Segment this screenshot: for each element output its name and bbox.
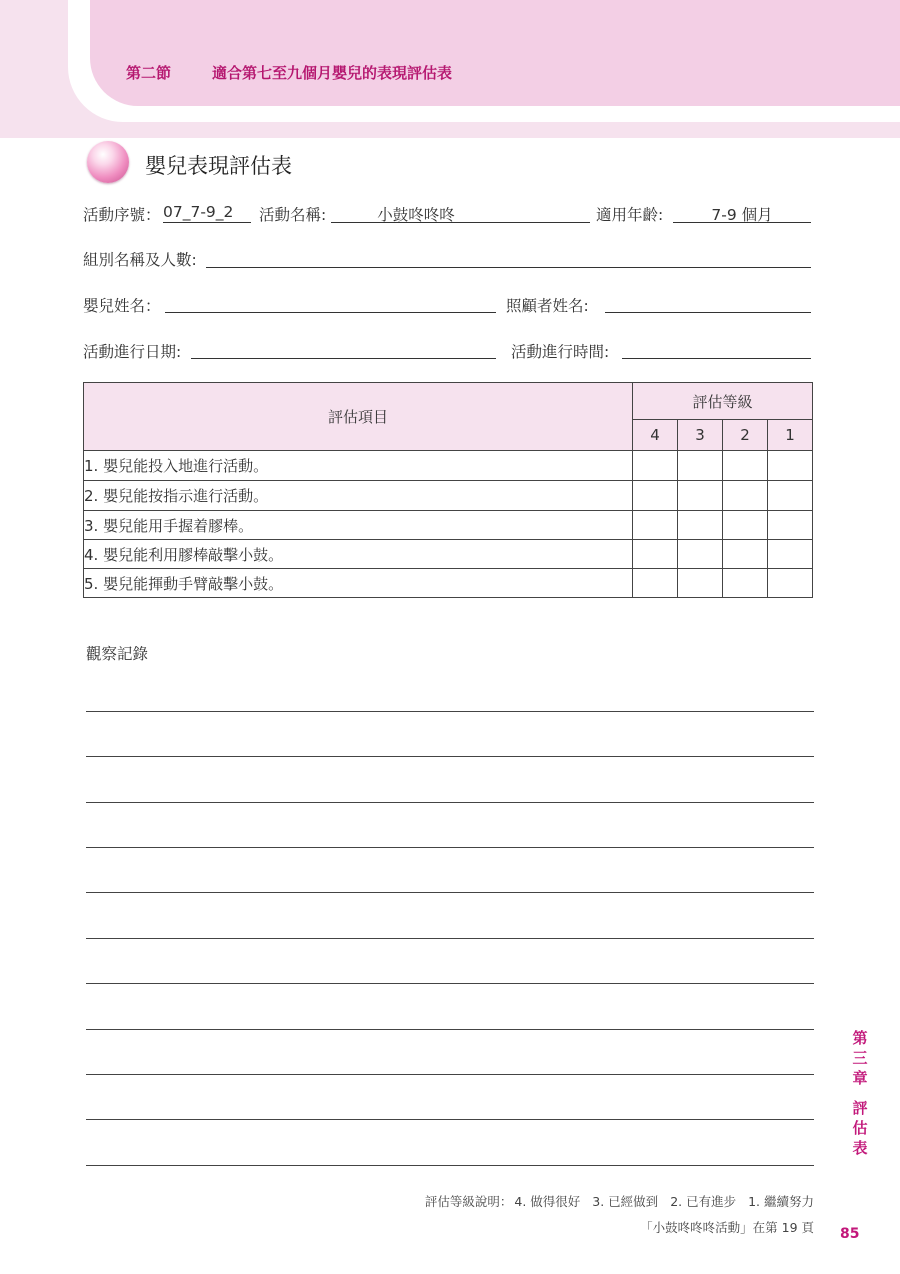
grade-cell[interactable] (678, 540, 723, 569)
grade-cell[interactable] (768, 451, 813, 481)
age-label: 適用年齡: (596, 206, 664, 224)
chapter-char: 三 (852, 1049, 868, 1067)
observation-line[interactable] (86, 1165, 814, 1166)
table-row (84, 511, 813, 540)
grade-cell[interactable] (633, 540, 678, 569)
chapter-char: 第 (852, 1029, 868, 1047)
table-row (84, 481, 813, 511)
chapter-name-char: 評 (852, 1099, 868, 1117)
observation-line[interactable] (86, 847, 814, 848)
legend-entry: 2. 已有進步 (670, 1194, 737, 1209)
chapter-name-char: 估 (852, 1119, 868, 1137)
baby-name-label: 嬰兒姓名： (83, 297, 161, 315)
grade-cell[interactable] (768, 481, 813, 511)
grade-cell[interactable] (723, 569, 768, 598)
observation-line[interactable] (86, 938, 814, 939)
observation-line[interactable] (86, 802, 814, 803)
grade-cell[interactable] (723, 511, 768, 540)
date-label: 活動進行日期: (83, 343, 182, 361)
grade-3-header: 3 (678, 420, 723, 451)
grade-cell[interactable] (633, 451, 678, 481)
activity-name-value[interactable]: 小鼓咚咚咚 (377, 206, 455, 224)
age-value[interactable]: 7-9 個月 (711, 206, 773, 224)
observation-line[interactable] (86, 983, 814, 984)
grade-4-header: 4 (633, 420, 678, 451)
grade-header: 評估等級 (633, 383, 813, 420)
item-text: 2. 嬰兒能按指示進行活動。 (84, 481, 633, 511)
section-number: 第二節 (126, 64, 172, 82)
evaluation-table (83, 382, 813, 598)
carer-name-field[interactable] (605, 312, 811, 313)
table-row (84, 451, 813, 481)
grade-cell[interactable] (768, 569, 813, 598)
table-row (84, 569, 813, 598)
grade-legend (425, 1192, 814, 1210)
item-header: 評估項目 (84, 383, 633, 451)
chapter-name-char: 表 (852, 1139, 868, 1157)
form-title: 嬰兒表現評估表 (145, 154, 292, 178)
chapter-name-tab (848, 1098, 872, 1158)
activity-name-label: 活動名稱: (259, 206, 327, 224)
item-text: 1. 嬰兒能投入地進行活動。 (84, 451, 633, 481)
time-field[interactable] (622, 358, 811, 359)
legend-entry: 1. 繼續努力 (748, 1194, 814, 1209)
observation-line[interactable] (86, 1074, 814, 1075)
group-label: 組別名稱及人數: (83, 251, 197, 269)
group-field[interactable] (206, 267, 811, 268)
legend-entry: 3. 已經做到 (592, 1194, 659, 1209)
carer-name-label: 照顧者姓名: (506, 297, 589, 315)
item-text: 3. 嬰兒能用手握着膠棒。 (84, 511, 633, 540)
grade-cell[interactable] (633, 569, 678, 598)
observation-line[interactable] (86, 1029, 814, 1030)
grade-1-header: 1 (768, 420, 813, 451)
chapter-tab (848, 1028, 872, 1088)
date-field[interactable] (191, 358, 496, 359)
activity-no-label: 活動序號： (83, 206, 161, 224)
grade-cell[interactable] (723, 451, 768, 481)
item-text: 5. 嬰兒能揮動手臂敲擊小鼓。 (84, 569, 633, 598)
observation-line[interactable] (86, 1119, 814, 1120)
grade-cell[interactable] (633, 511, 678, 540)
activity-no-underline (163, 222, 251, 223)
pearl-bullet-icon (87, 141, 129, 183)
observation-line[interactable] (86, 711, 814, 712)
chapter-char: 章 (852, 1069, 868, 1087)
activity-no-value[interactable]: 07_7-9_2 (163, 203, 234, 221)
grade-cell[interactable] (678, 511, 723, 540)
header-banner (90, 0, 900, 106)
observation-line[interactable] (86, 756, 814, 757)
section-title: 適合第七至九個月嬰兒的表現評估表 (212, 64, 453, 82)
page-number: 85 (840, 1226, 860, 1242)
baby-name-field[interactable] (165, 312, 496, 313)
table-row (84, 540, 813, 569)
grade-cell[interactable] (723, 481, 768, 511)
observation-line[interactable] (86, 892, 814, 893)
legend-entry: 4. 做得很好 (514, 1194, 581, 1209)
time-label: 活動進行時間: (511, 343, 610, 361)
grade-cell[interactable] (678, 481, 723, 511)
grade-cell[interactable] (678, 451, 723, 481)
grade-cell[interactable] (678, 569, 723, 598)
observation-label: 觀察記錄 (86, 645, 149, 663)
grade-cell[interactable] (633, 481, 678, 511)
legend-label: 評估等級說明： (424, 1194, 513, 1209)
grade-2-header: 2 (723, 420, 768, 451)
grade-cell[interactable] (768, 540, 813, 569)
grade-cell[interactable] (723, 540, 768, 569)
item-text: 4. 嬰兒能利用膠棒敲擊小鼓。 (84, 540, 633, 569)
grade-cell[interactable] (768, 511, 813, 540)
page-reference: 「小鼓咚咚咚活動」在第 19 頁 (640, 1220, 814, 1235)
